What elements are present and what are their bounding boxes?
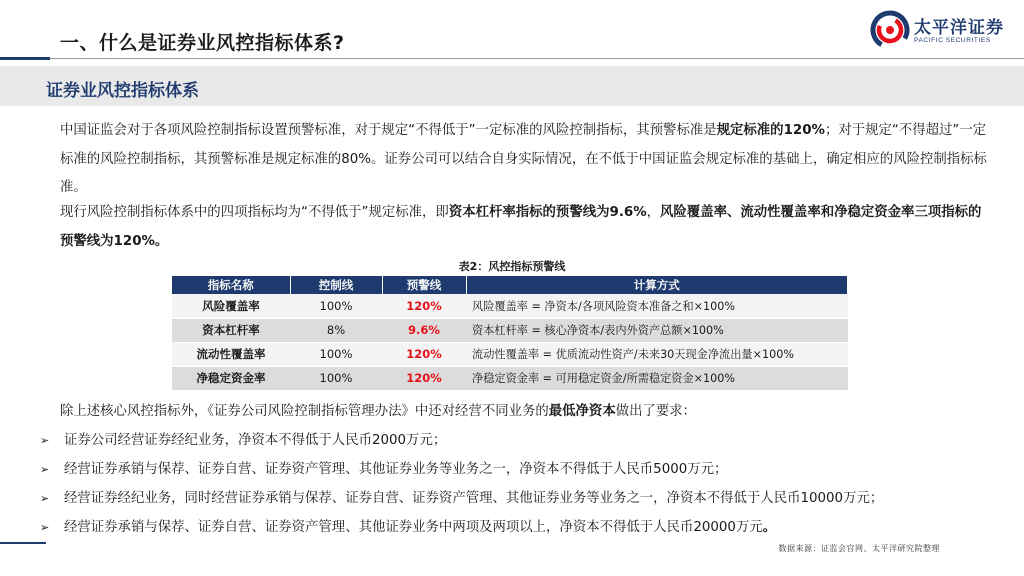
indicator-name: 风险覆盖率 — [172, 294, 290, 318]
section-title: 证券业风控指标体系 — [46, 81, 199, 101]
column-header-control: 控制线 — [290, 276, 382, 294]
footer-accent-bar — [0, 542, 46, 544]
paragraph-minimum-capital — [60, 398, 990, 427]
list-item — [40, 426, 1000, 455]
arrow-right-icon: ➢ — [40, 521, 50, 534]
paragraph-text: 做出了要求： — [615, 404, 697, 419]
logo-text-en: PACIFIC SECURITIES — [914, 37, 991, 44]
column-header-name: 指标名称 — [172, 276, 290, 294]
warning-line: 120% — [382, 366, 466, 390]
table-row — [172, 318, 848, 342]
column-header-warning: 预警线 — [382, 276, 466, 294]
formula: 风险覆盖率 = 净资本/各项风险资本准备之和×100% — [466, 294, 848, 318]
company-logo — [870, 8, 1005, 52]
list-item-text: 经营证券承销与保荐、证券自营、证券资产管理、其他证券业务中两项及两项以上，净资本不得低于人民币20000万元 — [64, 520, 763, 535]
warning-line: 120% — [382, 294, 466, 318]
table-header-row — [172, 276, 848, 294]
paragraph-four-indicators — [60, 199, 990, 256]
list-item-text: 经营证券承销与保荐、证券自营、证券资产管理、其他证券业务等业务之一，净资本不得低于人民币5000万元； — [64, 462, 728, 477]
list-item-emphasis: 。 — [762, 520, 777, 535]
list-item-text: 证券公司经营证券经纪业务，净资本不得低于人民币2000万元； — [64, 433, 447, 448]
table-row — [172, 366, 848, 390]
paragraph-emphasis: 资本杠杆率指标的预警线为9.6% — [448, 205, 647, 220]
control-line: 8% — [290, 318, 382, 342]
logo-text-cn: 太平洋证券 — [914, 18, 1004, 38]
paragraph-emphasis: 最低净资本 — [548, 404, 616, 419]
warning-line: 120% — [382, 342, 466, 366]
paragraph-emphasis: 规定标准的120% — [716, 123, 825, 138]
arrow-right-icon: ➢ — [40, 463, 50, 476]
list-item-text: 经营证券经纪业务，同时经营证券承销与保荐、证券自营、证券资产管理、其他证券业务等业务之一，净资本不得低于人民币10000万元； — [64, 491, 884, 506]
risk-indicator-table — [172, 276, 848, 391]
page-title: 一、什么是证券业风控指标体系? — [60, 32, 345, 54]
header-accent-bar — [0, 57, 50, 60]
list-item — [40, 455, 1000, 484]
indicator-name: 净稳定资金率 — [172, 366, 290, 390]
control-line: 100% — [290, 294, 382, 318]
formula: 资本杠杆率 = 核心净资本/表内外资产总额×100% — [466, 318, 848, 342]
column-header-formula: 计算方式 — [466, 276, 848, 294]
paragraph-text: ， — [646, 205, 661, 220]
list-item — [40, 484, 1000, 513]
table-row — [172, 294, 848, 318]
indicator-name: 资本杠杆率 — [172, 318, 290, 342]
formula: 流动性覆盖率 = 优质流动性资产/未来30天现金净流出量×100% — [466, 342, 848, 366]
paragraph-text: ；对于规定“不得超过”一定标准的风险控制指标，其预警标准是规定标准的80%。证券公司可以结合自身实际情况，在不低于中国证监会规定标准的基础上，确定相应的风险控制指标标准。 — [60, 123, 987, 195]
control-line: 100% — [290, 366, 382, 390]
list-item — [40, 513, 1000, 542]
paragraph-emphasis: 风险覆盖率、流动性覆盖率和净稳定资金率三项指标的预警线为120%。 — [60, 205, 982, 249]
requirement-list — [40, 426, 1000, 542]
control-line: 100% — [290, 342, 382, 366]
table-row — [172, 342, 848, 366]
paragraph-text: 除上述核心风控指标外，《证券公司风险控制指标管理办法》中还对经营不同业务的 — [60, 404, 549, 419]
data-source-note: 数据来源：证监会官网、太平洋研究院整理 — [778, 544, 940, 553]
table-caption: 表2：风控指标预警线 — [458, 260, 566, 273]
paragraph-warning-standard — [60, 117, 990, 203]
header-divider — [0, 58, 1024, 59]
pacific-securities-logo-icon — [870, 10, 910, 50]
arrow-right-icon: ➢ — [40, 492, 50, 505]
arrow-right-icon: ➢ — [40, 434, 50, 447]
warning-line: 9.6% — [382, 318, 466, 342]
formula: 净稳定资金率 = 可用稳定资金/所需稳定资金×100% — [466, 366, 848, 390]
paragraph-text: 中国证监会对于各项风险控制指标设置预警标准，对于规定“不得低于”一定标准的风险控制指标，其预警标准是 — [60, 123, 717, 138]
paragraph-text: 现行风险控制指标体系中的四项指标均为“不得低于”规定标准，即 — [60, 205, 449, 220]
indicator-name: 流动性覆盖率 — [172, 342, 290, 366]
